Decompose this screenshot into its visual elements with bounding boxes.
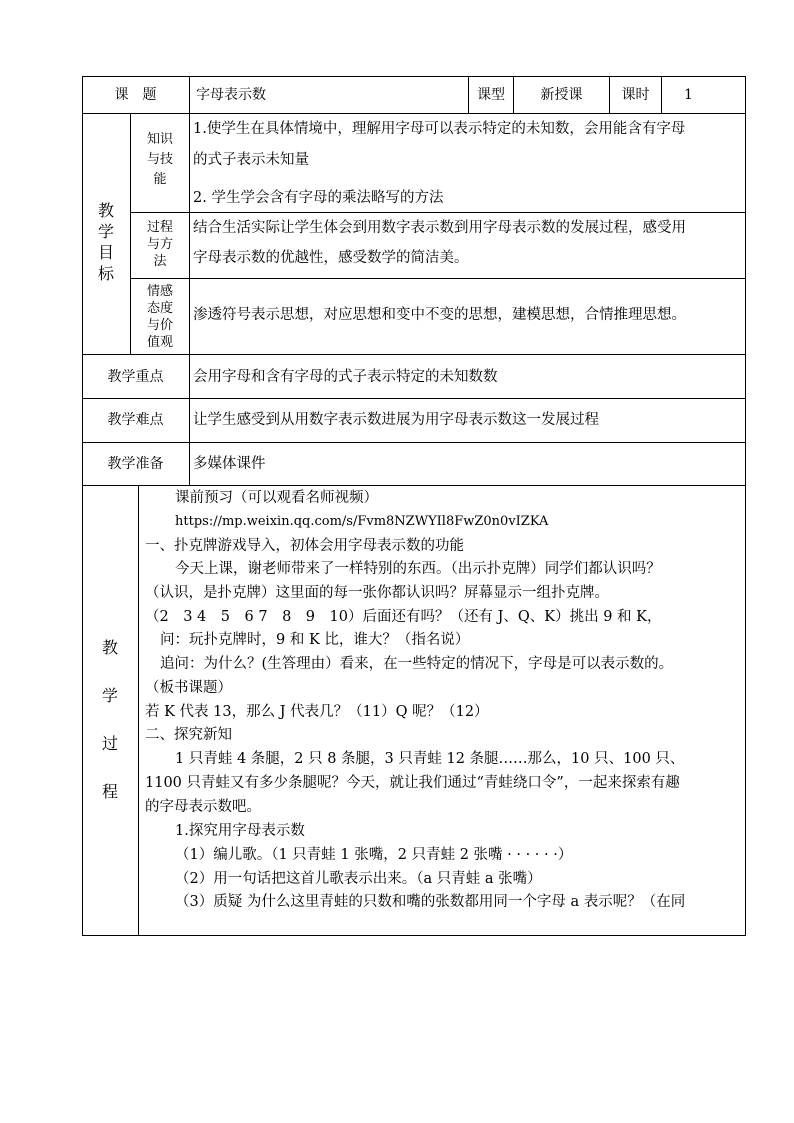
knowledge-line-3: 2. 学生学会含有字母的乘法略写的方法 bbox=[193, 190, 444, 206]
process-method-label: 过程 与方 法 bbox=[146, 220, 173, 269]
process-text-line: 追问：为什么？(生答理由）看来，在一些特定的情况下，字母是可以表示数的。 bbox=[160, 656, 674, 672]
topic-label: 课 题 bbox=[114, 87, 157, 103]
lesson-type-value: 新授课 bbox=[540, 87, 583, 103]
difficulty-label: 教学难点 bbox=[107, 412, 164, 428]
preparation-value: 多媒体课件 bbox=[193, 456, 266, 472]
process-text-line: 若 K 代表 13，那么 J 代表几？（11）Q 呢？（12） bbox=[145, 704, 489, 720]
preparation-label: 教学准备 bbox=[107, 456, 164, 472]
process-text-line: 1100 只青蛙又有多少条腿呢？今天，就让我们通过“青蛙绕口令”，一起来探索有趣 bbox=[145, 775, 680, 791]
key-point-value: 会用字母和含有字母的式子表示特定的未知数数 bbox=[193, 369, 498, 385]
lesson-type-label: 课型 bbox=[477, 87, 505, 103]
attitude-line-1: 渗透符号表示思想，对应思想和变中不变的思想，建模思想，合情推理思想。 bbox=[193, 307, 686, 323]
period-value: 1 bbox=[684, 87, 693, 103]
process-text-line: （1）编儿歌。（1 只青蛙 1 张嘴，2 只青蛙 2 张嘴 · · · · · ·） bbox=[175, 847, 573, 863]
knowledge-line-1: 1.使学生在具体情境中，理解用字母可以表示特定的未知数，会用能含有字母 bbox=[193, 121, 686, 137]
process-line-2: 字母表示数的优越性，感受数学的简洁美。 bbox=[193, 250, 469, 266]
process-text-line: 1 只青蛙 4 条腿，2 只 8 条腿，3 只青蛙 12 条腿……那么，10 只、100 只、 bbox=[175, 751, 685, 767]
process-text-line: 的字母表示数吧。 bbox=[145, 799, 261, 815]
process-text-line: 今天上课，谢老师带来了一样特别的东西。（出示扑克牌）同学们都认识吗？ bbox=[175, 561, 661, 577]
process-text-line: 1.探究用字母表示数 bbox=[175, 823, 305, 839]
process-text-line: （2 3 4 5 6 7 8 9 10）后面还有吗？（还有 J、Q、K）挑出 9 和 K， bbox=[145, 609, 662, 625]
process-text-line: （3）质疑 为什么这里青蛙的只数和嘴的张数都用同一个字母 a 表示呢？（在同 bbox=[175, 894, 686, 910]
key-point-label: 教学重点 bbox=[107, 369, 164, 385]
process-text-line: 问：玩扑克牌时，9 和 K 比，谁大？（指名说） bbox=[160, 632, 470, 648]
process-text-line: 二、探究新知 bbox=[145, 727, 232, 743]
process-text-line: 一、扑克牌游戏导入，初体会用字母表示数的功能 bbox=[145, 538, 464, 554]
video-link[interactable]: https://mp.weixin.qq.com/s/Fvm8NZWYIl8FwZ0n0vIZKA bbox=[175, 514, 549, 529]
process-line-1: 结合生活实际让学生体会到用数字表示数到用字母表示数的发展过程，感受用 bbox=[193, 220, 686, 236]
topic-value: 字母表示数 bbox=[196, 87, 266, 103]
teaching-process-label: 教 学 过 程 bbox=[101, 638, 118, 801]
process-text-line: （板书课题） bbox=[145, 680, 232, 696]
process-text-line: （认识，是扑克牌）这里面的每一张你都认识吗？屏幕显示一组扑克牌。 bbox=[145, 585, 609, 601]
process-text-line: （2）用一句话把这首儿歌表示出来。（a 只青蛙 a 张嘴） bbox=[175, 871, 542, 887]
knowledge-skills-label: 知识 与技 能 bbox=[146, 132, 173, 187]
attitude-values-label: 情感 态度 与价 值观 bbox=[146, 284, 173, 350]
teaching-goals-label: 教 学 目 标 bbox=[97, 201, 114, 283]
period-label: 课时 bbox=[621, 87, 650, 103]
knowledge-line-2: 的式子表示未知量 bbox=[193, 152, 309, 168]
process-text-line: 课前预习（可以观看名师视频） bbox=[175, 490, 378, 506]
difficulty-value: 让学生感受到从用数字表示数进展为用字母表示数这一发展过程 bbox=[193, 412, 599, 428]
